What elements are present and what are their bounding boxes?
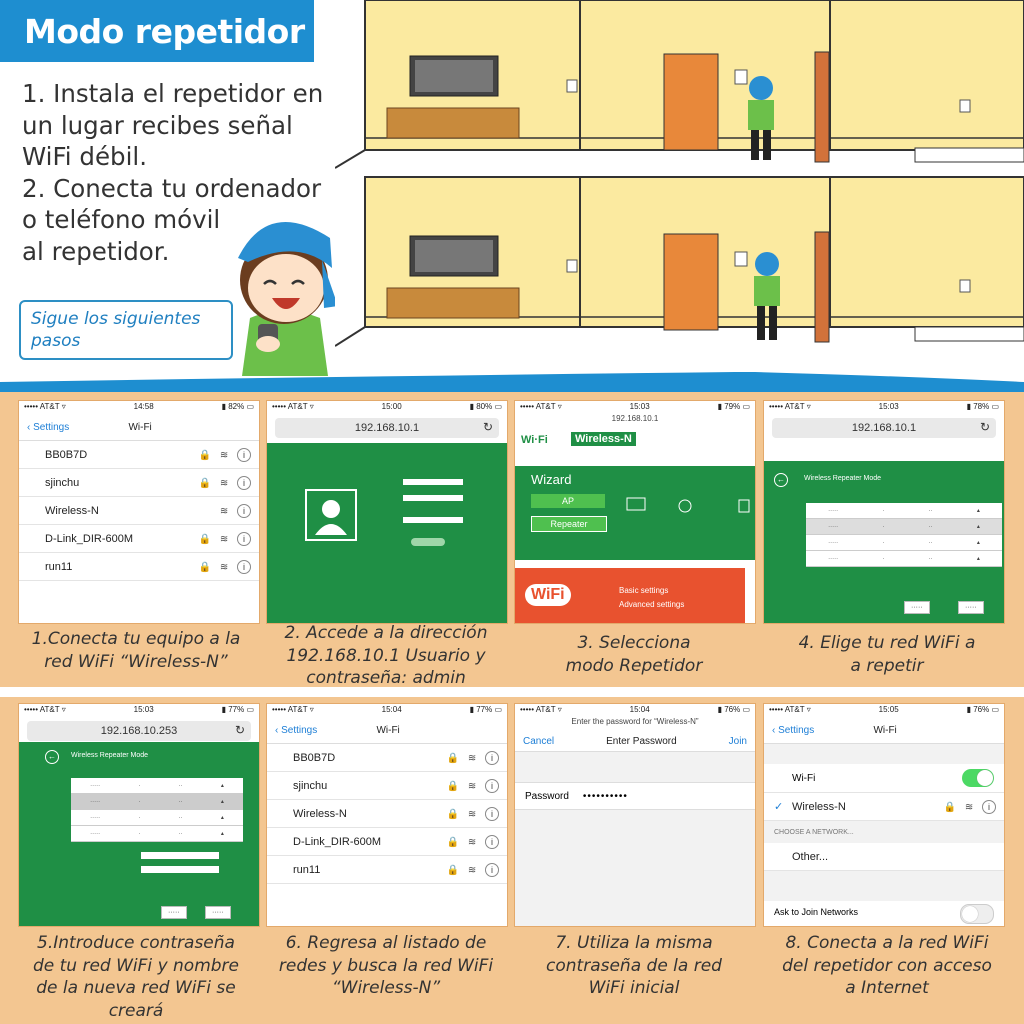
panel-title: Wireless Repeater Mode [71, 752, 149, 759]
step-3-caption: 3. Selecciona modo Repetidor [565, 633, 703, 676]
lock-wifi-info-icon: 🔒 ≋ i [447, 835, 499, 849]
step-2-caption: 2. Accede a la dirección 192.168.10.1 Usuario y contraseña: admin [284, 623, 488, 688]
house-scene-bottom [335, 172, 1024, 372]
save-button[interactable]: ····· [958, 601, 984, 614]
row-divider [0, 687, 1024, 697]
panel-title: Wireless Repeater Mode [804, 475, 882, 482]
step-2-screenshot [266, 400, 508, 624]
lock-wifi-info-icon: 🔒 ≋ i [447, 751, 499, 765]
intro-line: 1. Instala el repetidor en [22, 79, 324, 108]
nav-bar [764, 717, 1004, 744]
intro-line: WiFi débil. [22, 142, 147, 171]
join-button[interactable]: Join [728, 735, 747, 747]
status-bar: ••••• AT&T ▿ 15:03 ▮ 79% ▭ [520, 402, 750, 411]
step-5-caption: 5.Introduce contraseña de tu red WiFi y nombre de la nueva red WiFi se creará [32, 933, 240, 1021]
wizard-panel [515, 466, 755, 560]
nav-bar [267, 717, 507, 744]
network-row[interactable]: run11 🔒 ≋ i [267, 856, 507, 884]
username-input[interactable] [403, 479, 463, 485]
section-divider-band [0, 372, 1024, 392]
checkmark-icon: ✓ [774, 801, 784, 813]
table-row[interactable]: ····· · ·· ▴ [806, 551, 1002, 567]
status-bar: ••••• AT&T ▿ 15:00 ▮ 80% ▭ [272, 402, 502, 411]
lock-wifi-info-icon: 🔒 ≋ i [199, 560, 251, 574]
wifi-logo: WiFi [525, 584, 571, 606]
ask-to-join-label: Ask to Join Networks [774, 907, 859, 917]
wifi-info-icon: ≋ i [220, 504, 251, 518]
bubble-line: Sigue los siguientes [31, 309, 201, 329]
address-bar[interactable]: 192.168.10.253 ↻ [27, 721, 251, 741]
back-button[interactable]: ‹ Settings [772, 724, 815, 736]
back-arrow-icon[interactable]: ← [774, 473, 788, 487]
intro-line: un lugar recibes señal [22, 110, 293, 140]
lock-wifi-info-icon: 🔒 ≋ i [199, 476, 251, 490]
login-panel [267, 443, 507, 623]
basic-settings-link[interactable]: Basic settings [619, 586, 669, 595]
status-bar: ••••• AT&T ▿ 14:58 ▮ 82% ▭ [24, 402, 254, 411]
lock-wifi-info-icon: 🔒 ≋ i [447, 779, 499, 793]
network-row[interactable]: sjinchu 🔒 ≋ i [267, 772, 507, 800]
intro-line: al repetidor. [22, 236, 170, 266]
network-row-wireless-n[interactable]: Wireless-N ≋ i [19, 497, 259, 525]
cancel-button[interactable]: ····· [205, 906, 231, 919]
dialog-prompt: Enter the password for “Wireless-N” [571, 717, 699, 726]
network-table [71, 778, 243, 842]
step-8-caption: 8. Conecta a la red WiFi del repetidor con acceso a Internet [782, 933, 992, 998]
nav-title: Wi-Fi [873, 724, 897, 736]
repeater-panel [764, 461, 1004, 623]
wizard-title: Wizard [531, 472, 572, 487]
address-bar[interactable]: 192.168.10.1 [611, 414, 659, 423]
step-8-screenshot [763, 703, 1005, 927]
repeater-mode-button[interactable]: Repeater [531, 516, 607, 532]
table-row[interactable]: ····· · ·· ▴ [71, 826, 243, 842]
apply-button[interactable]: ····· [161, 906, 187, 919]
repeater-panel [19, 742, 259, 926]
wifi-toggle-row [764, 764, 1004, 793]
step-3-screenshot [514, 400, 756, 624]
network-row[interactable]: run11 🔒 ≋ i [19, 553, 259, 581]
dialog-title: Enter Password [606, 735, 677, 747]
status-bar: ••••• AT&T ▿ 15:04 ▮ 77% ▭ [272, 705, 502, 714]
speech-bubble [19, 300, 233, 360]
reload-icon[interactable]: ↻ [234, 723, 245, 737]
nav-title: Wi-Fi [376, 724, 400, 736]
scan-button[interactable]: ····· [904, 601, 930, 614]
ask-to-join-row [764, 901, 1004, 923]
table-row[interactable]: ····· · ·· ▴ [806, 519, 1002, 535]
password-label: Password [525, 790, 569, 802]
back-arrow-icon[interactable]: ← [45, 750, 59, 764]
step-4-caption: 4. Elige tu red WiFi a a repetir [798, 633, 976, 676]
step-7-screenshot [514, 703, 756, 927]
lock-wifi-info-icon: 🔒 ≋ i [944, 800, 996, 814]
nav-title: Wi-Fi [128, 421, 152, 433]
router-header [515, 426, 755, 466]
ask-to-join-toggle[interactable] [960, 904, 994, 924]
status-bar: ••••• AT&T ▿ 15:03 ▮ 78% ▭ [769, 402, 999, 411]
network-row[interactable]: BB0B7D 🔒 ≋ i [267, 744, 507, 772]
back-button[interactable]: ‹ Settings [27, 421, 70, 433]
settings-panel [515, 568, 745, 624]
other-network-row[interactable]: Other... [764, 843, 1004, 871]
title-banner [0, 0, 314, 62]
network-diagram-icon [623, 492, 753, 522]
user-avatar-icon [305, 489, 357, 541]
password-input[interactable] [141, 852, 219, 859]
bubble-line: pasos [31, 331, 81, 351]
page-title: Modo repetidor [24, 12, 305, 51]
table-row[interactable]: ····· · ·· ▴ [71, 778, 243, 794]
step-1-caption: 1.Conecta tu equipo a la red WiFi “Wireless-N” [31, 629, 241, 672]
lock-wifi-info-icon: 🔒 ≋ i [199, 448, 251, 462]
step-6-screenshot [266, 703, 508, 927]
nav-bar [19, 414, 259, 441]
lock-wifi-info-icon: 🔒 ≋ i [199, 532, 251, 546]
step-6-caption: 6. Regresa al listado de redes y busca la red WiFi “Wireless-N” [278, 933, 494, 998]
step-1-screenshot [18, 400, 260, 624]
login-button[interactable] [411, 538, 445, 546]
language-select[interactable] [403, 517, 463, 523]
status-bar: ••••• AT&T ▿ 15:05 ▮ 76% ▭ [769, 705, 999, 714]
status-bar: ••••• AT&T ▿ 15:03 ▮ 77% ▭ [24, 705, 254, 714]
step-5-screenshot [18, 703, 260, 927]
wifi-toggle[interactable] [962, 769, 994, 787]
password-value[interactable]: •••••••••• [582, 790, 628, 802]
reload-icon[interactable]: ↻ [482, 420, 493, 434]
table-row[interactable]: ····· · ·· ▴ [71, 794, 243, 810]
ap-mode-button[interactable]: AP [531, 494, 605, 508]
address-bar[interactable]: 192.168.10.1 ↻ [772, 418, 996, 438]
reload-icon[interactable]: ↻ [979, 420, 990, 434]
network-row[interactable]: D-Link_DIR-600M 🔒 ≋ i [267, 828, 507, 856]
dialog-bar [515, 731, 755, 752]
step-7-caption: 7. Utiliza la misma contraseña de la red WiFi inicial [546, 933, 722, 998]
intro-line: 2. Conecta tu ordenador [22, 173, 322, 203]
network-row-wireless-n[interactable]: Wireless-N 🔒 ≋ i [267, 800, 507, 828]
wifi-toggle-label: Wi-Fi [792, 772, 816, 784]
network-row[interactable]: sjinchu 🔒 ≋ i [19, 469, 259, 497]
lock-wifi-info-icon: 🔒 ≋ i [447, 863, 499, 877]
choose-network-header: CHOOSE A NETWORK... [764, 821, 1004, 843]
status-bar: ••••• AT&T ▿ 15:04 ▮ 76% ▭ [520, 705, 750, 714]
network-row[interactable]: BB0B7D 🔒 ≋ i [19, 441, 259, 469]
router-logo: Wi·Fi [521, 434, 548, 446]
intro-line: o teléfono móvil [22, 205, 221, 234]
step-4-screenshot [763, 400, 1005, 624]
repeater-ssid-input[interactable] [141, 866, 219, 873]
connected-network-row[interactable]: ✓ Wireless-N 🔒 ≋ i [764, 793, 1004, 821]
password-field[interactable] [515, 782, 755, 810]
table-row[interactable]: ····· · ·· ▴ [71, 810, 243, 826]
password-input[interactable] [403, 495, 463, 501]
advanced-settings-link[interactable]: Advanced settings [619, 600, 685, 609]
cancel-button[interactable]: Cancel [523, 735, 555, 747]
address-bar[interactable]: 192.168.10.1 ↻ [275, 418, 499, 438]
brand-label: Wireless-N [571, 432, 636, 446]
network-table [806, 503, 1002, 567]
table-row[interactable]: ····· · ·· ▴ [806, 503, 1002, 519]
table-row[interactable]: ····· · ·· ▴ [806, 535, 1002, 551]
house-scene-top [335, 0, 1024, 172]
back-button[interactable]: ‹ Settings [275, 724, 318, 736]
kid-mascot-illustration [228, 198, 338, 376]
lock-wifi-info-icon: 🔒 ≋ i [447, 807, 499, 821]
network-row[interactable]: D-Link_DIR-600M 🔒 ≋ i [19, 525, 259, 553]
